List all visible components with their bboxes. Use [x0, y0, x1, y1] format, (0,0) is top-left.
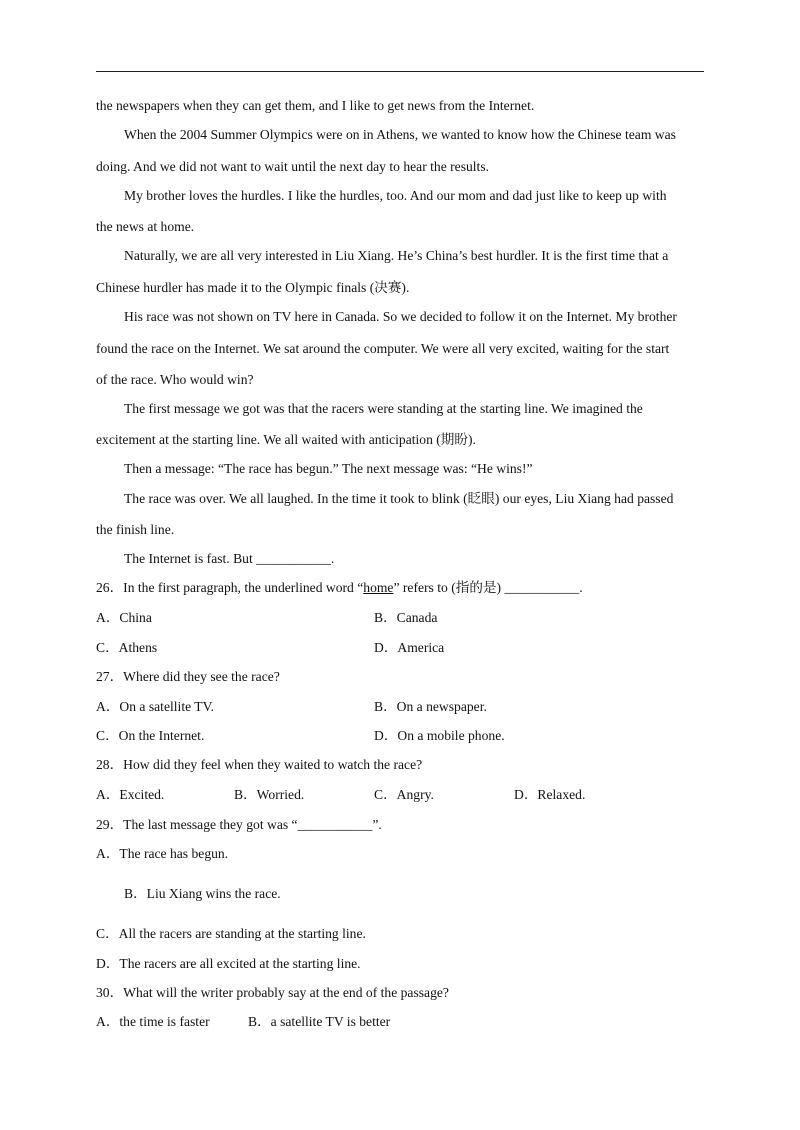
- question-26-suffix: ” refers to (指的是) ___________.: [393, 580, 583, 595]
- passage-line: Chinese hurdler has made it to the Olympic finals (决赛).: [96, 280, 410, 295]
- question-29-option-c[interactable]: C．All the racers are standing at the starting line.: [96, 926, 366, 941]
- header-rule: [96, 71, 704, 72]
- passage-line: the finish line.: [96, 522, 175, 537]
- question-29-option-a[interactable]: A．The race has begun.: [96, 846, 229, 861]
- question-26-option-b[interactable]: B．Canada: [374, 610, 438, 625]
- passage-line: The first message we got was that the racers were standing at the starting line. We imagined the: [124, 401, 643, 416]
- question-26-option-c[interactable]: C．Athens: [96, 640, 158, 655]
- question-27-stem: 27．Where did they see the race?: [96, 669, 280, 684]
- question-26-stem: [96, 580, 583, 596]
- question-28-option-c[interactable]: C．Angry.: [374, 787, 434, 802]
- passage-line: Then a message: “The race has begun.” The next message was: “He wins!”: [124, 461, 533, 476]
- question-29-stem: 29．The last message they got was “___________”.: [96, 817, 382, 832]
- question-26-option-d[interactable]: D．America: [374, 640, 445, 655]
- question-28-option-b[interactable]: B．Worried.: [234, 787, 305, 802]
- question-28-option-d[interactable]: D．Relaxed.: [514, 787, 586, 802]
- question-26-option-a[interactable]: A．China: [96, 610, 152, 625]
- passage-line: His race was not shown on TV here in Canada. So we decided to follow it on the Internet. My brother: [124, 309, 677, 324]
- question-28-option-a[interactable]: A．Excited.: [96, 787, 165, 802]
- passage-line: My brother loves the hurdles. I like the hurdles, too. And our mom and dad just like to keep up with: [124, 188, 667, 203]
- question-30-stem: 30．What will the writer probably say at the end of the passage?: [96, 985, 449, 1000]
- passage-line: found the race on the Internet. We sat around the computer. We were all very excited, waiting for the start: [96, 341, 670, 356]
- passage-line: of the race. Who would win?: [96, 372, 254, 387]
- question-29-option-b[interactable]: B．Liu Xiang wins the race.: [124, 886, 281, 901]
- question-29-option-d[interactable]: D．The racers are all excited at the starting line.: [96, 956, 361, 971]
- passage-line: the newspapers when they can get them, and I like to get news from the Internet.: [96, 98, 535, 113]
- passage-line: Naturally, we are all very interested in Liu Xiang. He’s China’s best hurdler. It is the first time that a: [124, 248, 669, 263]
- question-27-option-b[interactable]: B．On a newspaper.: [374, 699, 487, 714]
- passage-line: the news at home.: [96, 219, 195, 234]
- question-27-option-d[interactable]: D．On a mobile phone.: [374, 728, 505, 743]
- passage-line: excitement at the starting line. We all waited with anticipation (期盼).: [96, 432, 476, 447]
- passage-line: When the 2004 Summer Olympics were on in Athens, we wanted to know how the Chinese team was: [124, 127, 676, 142]
- question-28-stem: 28．How did they feel when they waited to watch the race?: [96, 757, 423, 772]
- question-27-option-c[interactable]: C．On the Internet.: [96, 728, 205, 743]
- question-27-option-a[interactable]: A．On a satellite TV.: [96, 699, 215, 714]
- question-30-option-a[interactable]: A．the time is faster: [96, 1014, 210, 1029]
- question-30-option-b[interactable]: B．a satellite TV is better: [248, 1014, 391, 1029]
- passage-line: The Internet is fast. But ___________.: [124, 551, 335, 566]
- passage-line: doing. And we did not want to wait until the next day to hear the results.: [96, 159, 490, 174]
- passage-line: The race was over. We all laughed. In the time it took to blink (眨眼) our eyes, Liu Xiang had passed: [124, 491, 674, 506]
- question-26-prefix: 26．In the first paragraph, the underlined word “: [96, 580, 364, 595]
- underlined-word: home: [363, 580, 394, 595]
